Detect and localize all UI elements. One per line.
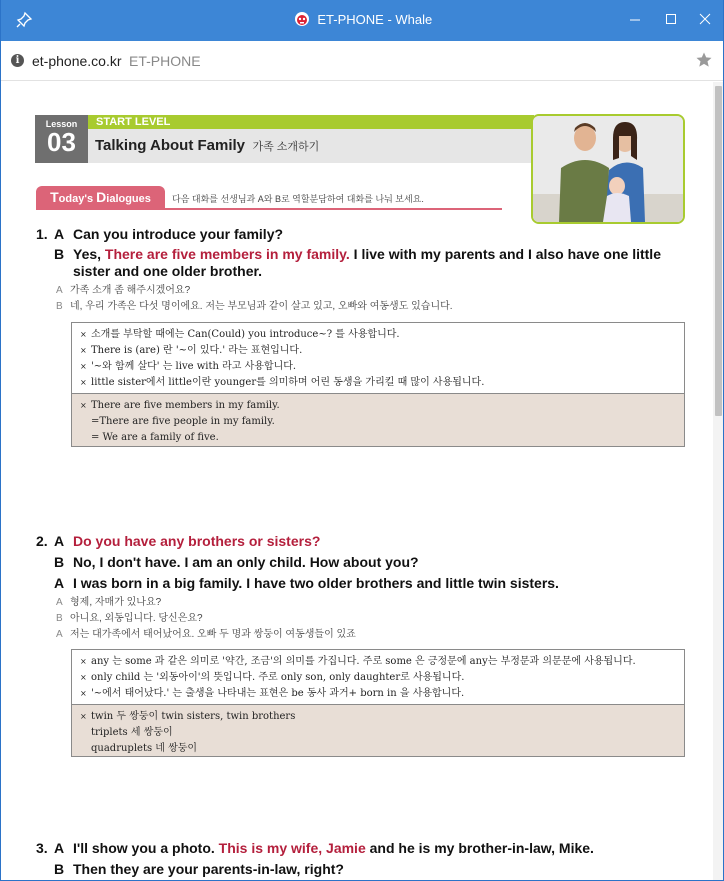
scrollbar-thumb[interactable] bbox=[715, 86, 722, 416]
whale-app-icon bbox=[294, 11, 310, 27]
d1-b-highlight: There are five members in my family. bbox=[104, 246, 350, 262]
d2-example-text: twin 두 쌍둥이 twin sisters, twin brothers bbox=[91, 711, 296, 722]
family-photo bbox=[531, 114, 685, 224]
d1-note-text: '~와 함께 살다' 는 live with 라고 사용합니다. bbox=[91, 361, 297, 372]
d1-speaker-b: B bbox=[54, 246, 65, 262]
d1-ko-text-b: 네, 우리 가족은 다섯 명이에요. 저는 부모님과 같이 살고 있고, 오빠와 여동생도 있습니다. bbox=[70, 301, 453, 312]
d2-ko-text: 형제, 자매가 있나요? bbox=[70, 597, 162, 608]
d2-example: × twin 두 쌍둥이 twin sisters, twin brothers bbox=[80, 711, 296, 722]
d1-note-text: little sister에서 little이란 younger를 의미하며 어린 동생을 가리킬 때 많이 사용됩니다. bbox=[91, 377, 485, 388]
d1-example-text: There are five members in my family. bbox=[91, 400, 280, 411]
d1-number: 1. bbox=[36, 226, 48, 242]
d1-ko-b bbox=[56, 300, 453, 313]
address-domain[interactable]: et-phone.co.kr bbox=[32, 53, 122, 69]
d1-ko-speaker-b: B bbox=[56, 301, 63, 312]
d1-example bbox=[80, 430, 676, 446]
d2-ko-speaker: B bbox=[56, 613, 63, 624]
d1-speaker-a: A bbox=[54, 226, 65, 242]
tag-text-ialogues: ialogues bbox=[106, 193, 151, 205]
d2-note-text: only child 는 '외동아이'의 뜻입니다. 주로 only son, only daughter로 사용됩니다. bbox=[91, 672, 465, 683]
d2-ko-speaker: A bbox=[56, 597, 63, 608]
d1-text-b bbox=[73, 246, 685, 280]
minimize-button[interactable] bbox=[621, 6, 649, 32]
todays-dialogues-tag bbox=[36, 186, 165, 208]
d1-b-pre: Yes, bbox=[73, 246, 105, 262]
d2-example bbox=[80, 741, 676, 757]
tag-initial-t: T bbox=[50, 189, 59, 205]
close-icon bbox=[699, 13, 711, 25]
d2-ko-a2 bbox=[56, 628, 356, 641]
d3-speaker-a: A bbox=[54, 840, 65, 856]
d2-speaker-a2: A bbox=[54, 575, 65, 591]
d1-example-text: =There are five people in my family. bbox=[91, 416, 275, 427]
d2-ko-b bbox=[56, 612, 203, 625]
d1-note: × little sister에서 little이란 younger를 의미하며 어린 동생을 가리킬 때 많이 사용됩니다. bbox=[80, 377, 485, 388]
level-label: START LEVEL bbox=[88, 115, 534, 129]
page-content bbox=[1, 82, 713, 881]
d2-ko-speaker: A bbox=[56, 629, 63, 640]
d3-a-pre: I'll show you a photo. bbox=[73, 840, 219, 856]
d1-example bbox=[80, 414, 676, 430]
d2-text-a1: Do you have any brothers or sisters? bbox=[73, 533, 321, 549]
d2-notes-box bbox=[71, 649, 685, 757]
d1-ko-a bbox=[56, 284, 190, 297]
dialogue-instruction: 다음 대화를 선생님과 A와 B로 역할분담하여 대화를 나눠 보세요. bbox=[172, 194, 424, 204]
lesson-label: Lesson bbox=[45, 119, 78, 129]
d1-note: × There is (are) 란 '~이 있다.' 라는 표현입니다. bbox=[80, 345, 303, 356]
close-button[interactable] bbox=[691, 6, 719, 32]
d2-ko-text: 아니요, 외동입니다. 당신은요? bbox=[70, 613, 203, 624]
info-icon[interactable]: i bbox=[11, 54, 24, 67]
d1-example-text: = We are a family of five. bbox=[91, 432, 219, 443]
d2-note-text: '~에서 태어났다.' 는 출생을 나타내는 표현은 be 동사 과거+ born in 을 사용합니다. bbox=[91, 688, 465, 699]
lesson-badge bbox=[35, 115, 88, 163]
d3-a-post: and he is my brother-in-law, Mike. bbox=[365, 840, 594, 856]
d2-ko-a1 bbox=[56, 596, 161, 609]
d2-number: 2. bbox=[36, 533, 48, 549]
d1-note-text: There is (are) 란 '~이 있다.' 라는 표현입니다. bbox=[91, 345, 303, 356]
star-icon[interactable] bbox=[695, 51, 713, 74]
d2-text-b: No, I don't have. I am an only child. How about you? bbox=[73, 554, 419, 570]
d2-note: × only child 는 '외동아이'의 뜻입니다. 주로 only son, only daughter로 사용됩니다. bbox=[80, 672, 465, 683]
d1-note: × '~와 함께 살다' 는 live with 라고 사용합니다. bbox=[80, 361, 297, 372]
d2-text-a2: I was born in a big family. I have two older brothers and little twin sisters. bbox=[73, 575, 559, 591]
maximize-button[interactable] bbox=[657, 6, 685, 32]
d2-note: × any 는 some 과 같은 의미로 '약간, 조금'의 의미를 가집니다. 주로 some 은 긍정문에 any는 부정문과 의문문에 사용됩니다. bbox=[80, 656, 636, 667]
address-bar[interactable] bbox=[1, 41, 724, 81]
d2-note: × '~에서 태어났다.' 는 출생을 나타내는 표현은 be 동사 과거+ born in 을 사용합니다. bbox=[80, 688, 465, 699]
d2-note-text: any 는 some 과 같은 의미로 '약간, 조금'의 의미를 가집니다. 주로 some 은 긍정문에 any는 부정문과 의문문에 사용됩니다. bbox=[91, 656, 636, 667]
d1-note-text: 소개를 부탁할 때에는 Can(Could) you introduce~? 를 사용합니다. bbox=[91, 329, 400, 340]
d1-b-post: I live with my parents and I also have one little sister and one older brother. bbox=[73, 246, 661, 279]
address-page-title: ET-PHONE bbox=[129, 53, 201, 69]
d1-notes-box bbox=[71, 322, 685, 447]
d1-example: × There are five members in my family. bbox=[80, 400, 280, 411]
d1-text-a: Can you introduce your family? bbox=[73, 226, 284, 242]
d1-ko-speaker-a: A bbox=[56, 285, 63, 296]
d2-speaker-b: B bbox=[54, 554, 65, 570]
d3-speaker-b: B bbox=[54, 861, 65, 877]
tag-initial-d: D bbox=[96, 189, 107, 205]
d3-text-a bbox=[73, 840, 685, 857]
d2-speaker-a1: A bbox=[54, 533, 65, 549]
lesson-title-en: Talking About Family bbox=[95, 137, 246, 154]
lesson-title bbox=[88, 129, 534, 163]
vertical-scrollbar[interactable] bbox=[713, 82, 724, 881]
d2-ko-text: 저는 대가족에서 태어났어요. 오빠 두 명과 쌍둥이 여동생들이 있죠 bbox=[70, 629, 356, 640]
title-bar bbox=[1, 0, 724, 41]
lesson-title-ko: 가족 소개하기 bbox=[252, 141, 320, 153]
minimize-icon bbox=[629, 13, 641, 25]
d3-a-highlight: This is my wife, Jamie bbox=[218, 840, 366, 856]
maximize-icon bbox=[665, 13, 677, 25]
d2-example-text: triplets 세 쌍둥이 bbox=[91, 727, 173, 738]
tag-text-oday: oday's bbox=[58, 193, 97, 205]
d1-note: × 소개를 부탁할 때에는 Can(Could) you introduce~? 를 사용합니다. bbox=[80, 329, 400, 340]
d3-number: 3. bbox=[36, 840, 48, 856]
d3-text-b: Then they are your parents-in-law, right? bbox=[73, 861, 344, 877]
dialogue-divider bbox=[36, 208, 502, 210]
d2-example bbox=[80, 725, 676, 741]
lesson-number: 03 bbox=[47, 127, 76, 157]
d2-example-text: quadruplets 네 쌍둥이 bbox=[91, 743, 198, 754]
window-title: ET-PHONE - Whale bbox=[317, 12, 433, 27]
d1-ko-text-a: 가족 소개 좀 해주시겠어요? bbox=[70, 285, 191, 296]
